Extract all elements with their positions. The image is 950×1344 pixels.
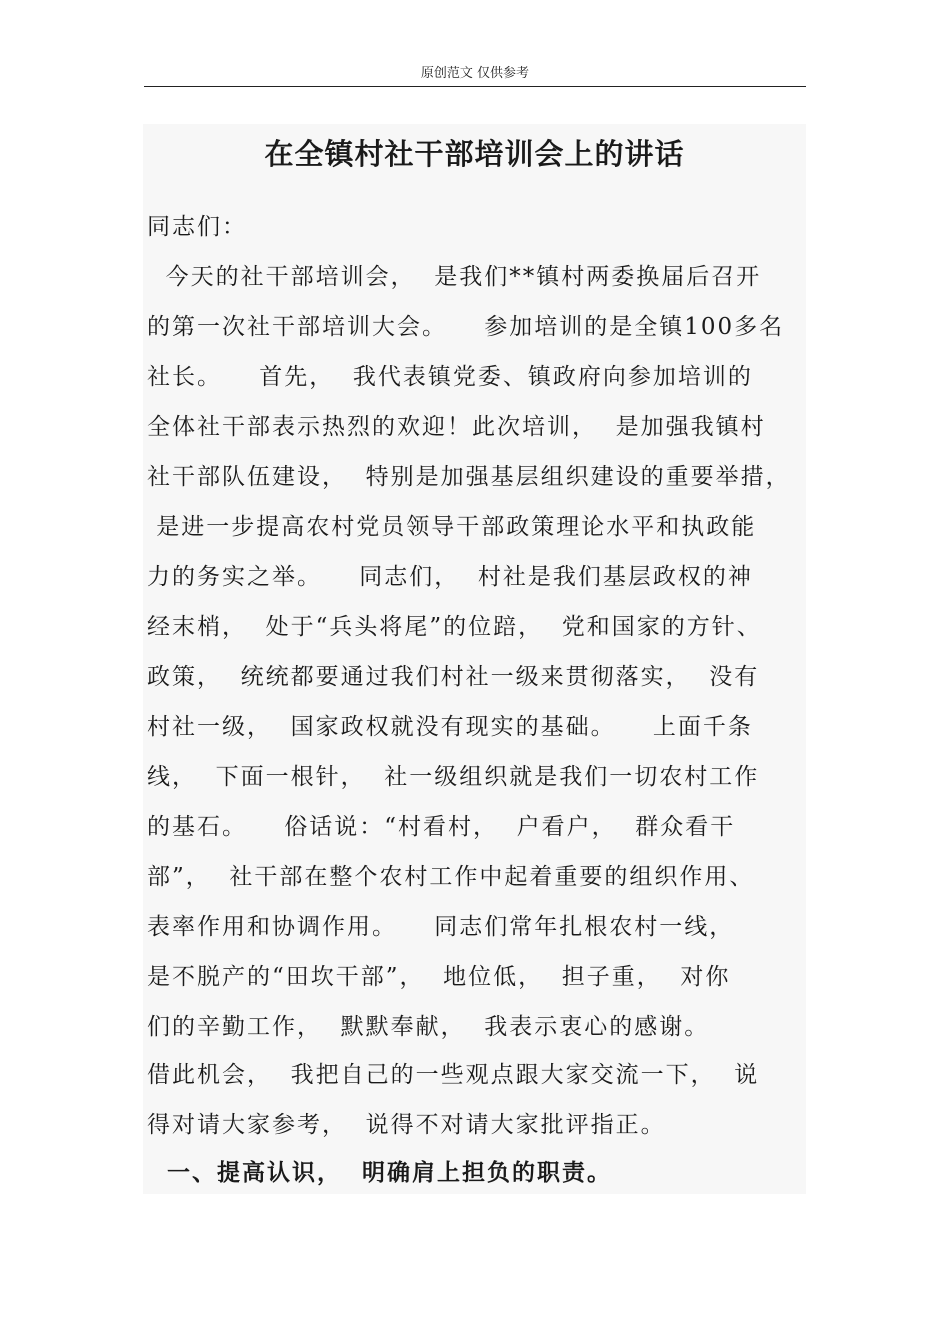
paragraph-line: 政策， 统统都要通过我们村社一级来贯彻落实， 没有 xyxy=(147,664,760,690)
paragraph-line: 的基石。 俗话说：“村看村， 户看户， 群众看干 xyxy=(147,814,736,840)
paragraph-line: 们的辛勤工作， 默默奉献， 我表示衷心的感谢。 xyxy=(147,1014,710,1040)
document-body xyxy=(143,124,806,1194)
paragraph-line: 社长。 首先， 我代表镇党委、镇政府向参加培训的 xyxy=(147,364,753,390)
paragraph-line: 的第一次社干部培训大会。 参加培训的是全镇100多名 xyxy=(147,314,785,340)
paragraph-line: 表率作用和协调作用。 同志们常年扎根农村一线， xyxy=(147,914,735,940)
paragraph-line: 力的务实之举。 同志们， 村社是我们基层政权的神 xyxy=(147,564,753,590)
paragraph-line: 得对请大家参考， 说得不对请大家批评指正。 xyxy=(147,1112,666,1138)
salutation: 同志们： xyxy=(147,214,247,240)
paragraph-line: 村社一级， 国家政权就没有现实的基础。 上面千条 xyxy=(147,714,753,740)
document-title: 在全镇村社干部培训会上的讲话 xyxy=(264,137,685,171)
paragraph-line: 是进一步提高农村党员领导干部政策理论水平和执政能 xyxy=(147,514,757,540)
paragraph-line: 借此机会， 我把自己的一些观点跟大家交流一下， 说 xyxy=(147,1062,760,1088)
header-text: 原创范文 仅供参考 xyxy=(420,66,530,81)
paragraph-line: 是不脱产的“田坎干部”， 地位低， 担子重， 对你 xyxy=(147,964,731,990)
paragraph-line: 全体社干部表示热烈的欢迎！此次培训， 是加强我镇村 xyxy=(147,414,766,440)
page-header xyxy=(144,62,806,87)
paragraph-line: 社干部队伍建设， 特别是加强基层组织建设的重要举措， xyxy=(147,464,791,490)
paragraph-line: 部”， 社干部在整个农村工作中起着重要的组织作用、 xyxy=(147,864,755,890)
section-heading: 一、提高认识， 明确肩上担负的职责。 xyxy=(147,1159,613,1186)
paragraph-line: 今天的社干部培训会， 是我们**镇村两委换届后召开 xyxy=(147,264,762,290)
paragraph-line: 线， 下面一根针， 社一级组织就是我们一切农村工作 xyxy=(147,764,760,790)
paragraph-line: 经末梢， 处于“兵头将尾”的位踣， 党和国家的方针、 xyxy=(147,614,762,640)
